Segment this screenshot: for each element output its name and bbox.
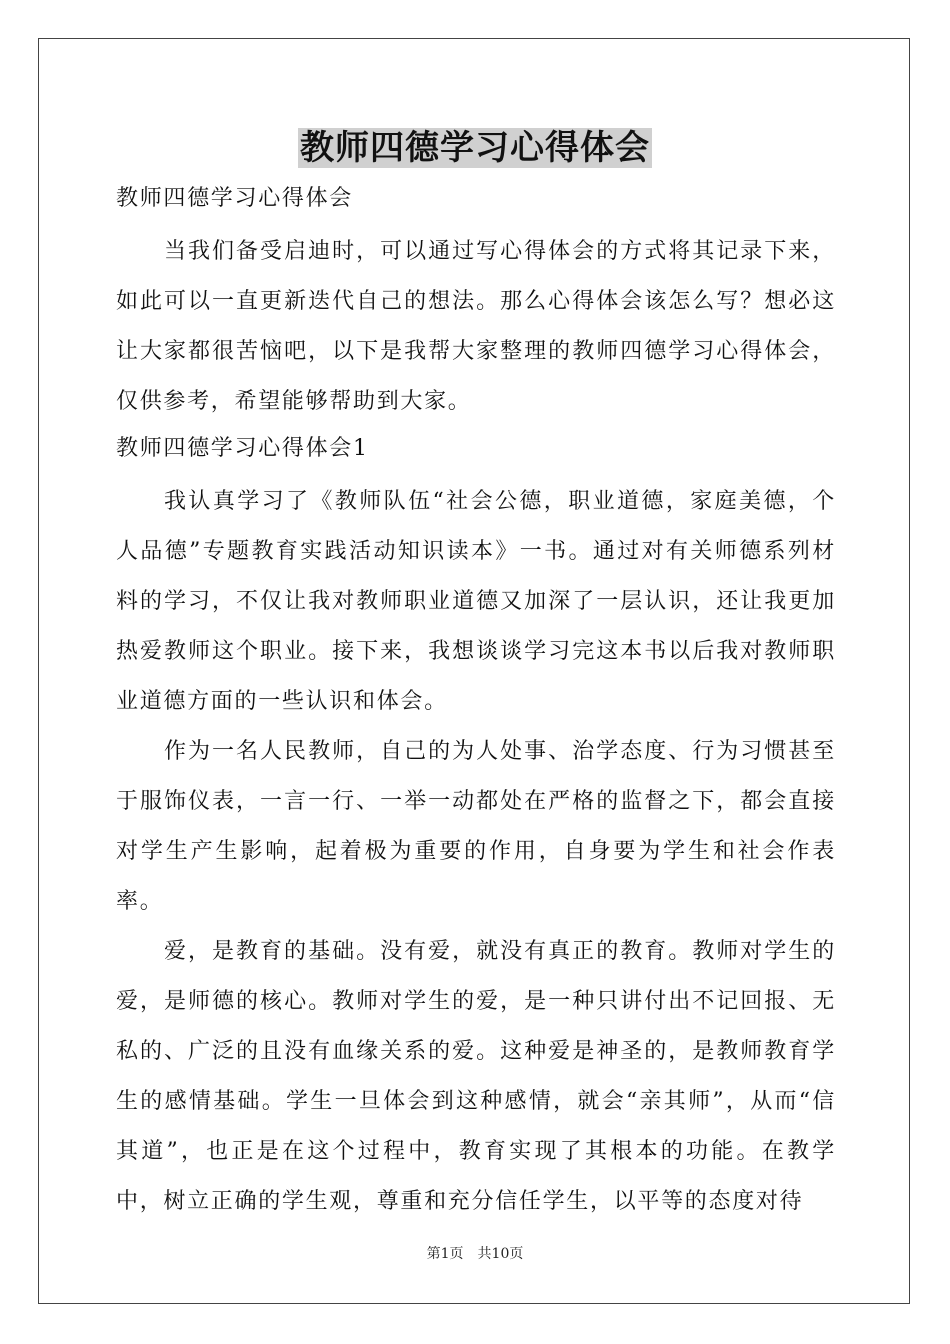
document-subtitle: 教师四德学习心得体会: [116, 186, 354, 211]
document-title-text: 教师四德学习心得体会: [300, 128, 650, 168]
document-title: [0, 126, 950, 170]
page-footer: [0, 1243, 950, 1263]
page-total: 共10页: [477, 1246, 524, 1262]
intro-paragraph: 当我们备受启迪时，可以通过写心得体会的方式将其记录下来，如此可以一直更新迭代自己的想法。那么心得体会该怎么写？想必这让大家都很苦恼吧，以下是我帮大家整理的教师四德学习心得体会，仅供参考，希望能够帮助到大家。: [116, 239, 836, 414]
body-paragraph: 我认真学习了《教师队伍“社会公德，职业道德，家庭美德，个人品德”专题教育实践活动知识读本》一书。通过对有关师德系列材料的学习，不仅让我对教师职业道德又加深了一层认识，还让我更加热爱教师这个职业。接下来，我想谈谈学习完这本书以后我对教师职业道德方面的一些认识和体会。: [116, 489, 836, 714]
body-paragraph: 爱，是教育的基础。没有爱，就没有真正的教育。教师对学生的爱，是师德的核心。教师对学生的爱，是一种只讲付出不记回报、无私的、广泛的且没有血缘关系的爱。这种爱是神圣的，是教师教育学生的感情基础。学生一旦体会到这种感情，就会“亲其师”，从而“信其道”，也正是在这个过程中，教育实现了其根本的功能。在教学中，树立正确的学生观，尊重和充分信任学生，以平等的态度对待: [116, 939, 836, 1214]
body-paragraph: 作为一名人民教师，自己的为人处事、治学态度、行为习惯甚至于服饰仪表，一言一行、一举一动都处在严格的监督之下，都会直接对学生产生影响，起着极为重要的作用，自身要为学生和社会作表率。: [116, 739, 836, 914]
page-number: 第1页: [426, 1246, 464, 1262]
document-body: [116, 177, 836, 1227]
section-heading: 教师四德学习心得体会1: [116, 436, 369, 461]
